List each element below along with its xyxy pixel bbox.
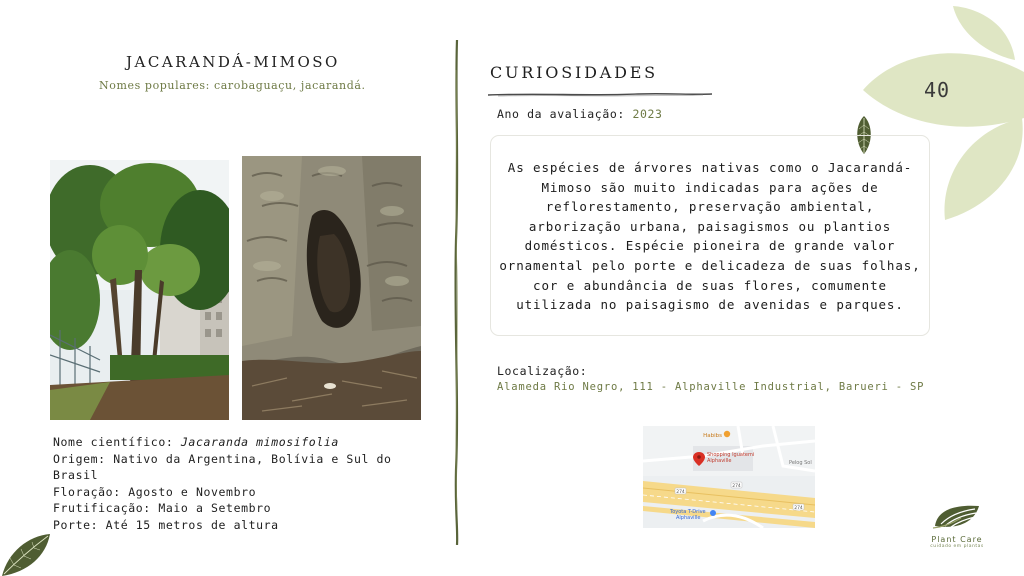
scientific-name-value: Jacaranda mimosifolia bbox=[180, 435, 339, 449]
trunk-photo bbox=[242, 156, 421, 420]
restaurant-pin-icon bbox=[724, 431, 730, 437]
vertical-divider bbox=[449, 40, 465, 545]
poi-shopping-line1: Shopping Iguatemi bbox=[707, 452, 755, 458]
origin-row: Origem: Nativo da Argentina, Bolívia e Sul do Brasil bbox=[53, 451, 392, 482]
fruiting-row: Frutificação: Maio a Setembro bbox=[53, 501, 272, 515]
road-label: 274 bbox=[732, 484, 741, 489]
scientific-name-label: Nome científico: bbox=[53, 435, 181, 449]
species-facts bbox=[53, 434, 393, 533]
year-value: 2023 bbox=[632, 107, 663, 121]
logo-name: Plant Care bbox=[931, 535, 983, 544]
car-dealer-pin-icon bbox=[710, 510, 716, 516]
curiosities-title: CURIOSIDADES bbox=[490, 63, 658, 82]
logo-leaf-icon bbox=[931, 502, 983, 530]
popular-names: Nomes populares: carobaguaçu, jacarandá. bbox=[99, 79, 366, 92]
evaluation-year bbox=[497, 107, 663, 121]
title-underline bbox=[488, 84, 712, 92]
location-label: Localização: bbox=[497, 364, 588, 378]
road-label: 274 bbox=[676, 490, 685, 495]
poi-shopping-line2: Alphaville bbox=[707, 458, 732, 464]
poi-toyota-line1: Toyota T-Drive bbox=[670, 509, 706, 515]
poi-pelog: Pelog Sol bbox=[789, 460, 812, 466]
location-address: Alameda Rio Negro, 111 - Alphaville Industrial, Barueri - SP bbox=[497, 381, 925, 393]
decorative-leaf-icon bbox=[0, 532, 52, 576]
size-row: Porte: Até 15 metros de altura bbox=[53, 517, 279, 532]
road-label: 274 bbox=[794, 506, 803, 511]
page-number: 40 bbox=[923, 78, 951, 102]
poi-habibs: Habibs bbox=[703, 433, 722, 439]
year-label: Ano da avaliação: bbox=[497, 107, 633, 121]
poi-toyota-line2: Alphaville bbox=[676, 515, 701, 521]
scientific-name-row bbox=[53, 434, 393, 451]
location-map[interactable] bbox=[643, 426, 815, 528]
species-title: JACARANDÁ-MIMOSO bbox=[126, 53, 340, 71]
curiosities-text: As espécies de árvores nativas como o Jacarandá-Mimoso são muito indicadas para ações de reflorestamento, preservação ambiental, arborização urbana, paisagismos ou plantios domésticos. Espécie pioneira de grande valor ornamental pelo porte e delicadeza de suas folhas, cor e abundância de suas flores, comumente utilizada no paisagismo de avenidas e parques. bbox=[499, 160, 921, 313]
flowering-row: Floração: Agosto e Novembro bbox=[53, 484, 257, 499]
decorative-leaves bbox=[860, 0, 1024, 225]
tree-photo bbox=[50, 160, 229, 420]
brand-logo bbox=[924, 502, 990, 552]
logo-tagline: cuidado em plantas bbox=[930, 544, 984, 549]
